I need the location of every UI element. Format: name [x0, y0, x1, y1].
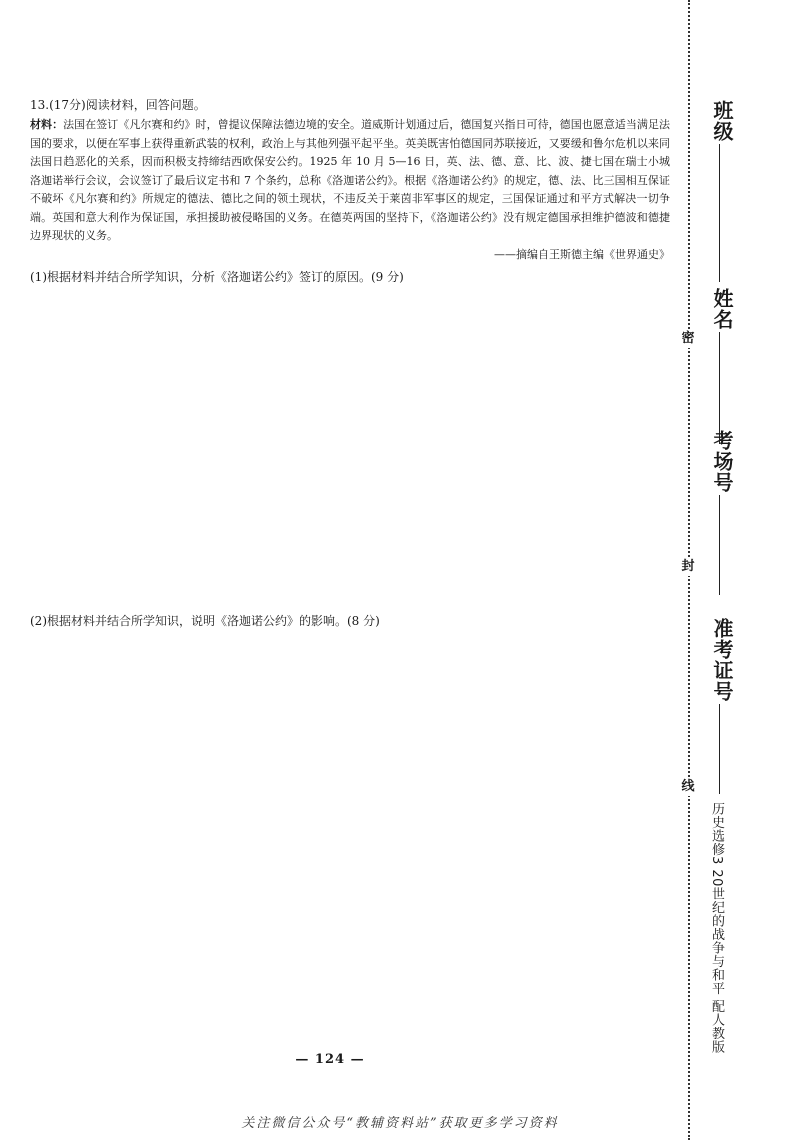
name-blank[interactable] — [719, 332, 720, 444]
material-source: ——摘编自王斯德主编《世界通史》 — [494, 247, 670, 261]
exam-room-label: 考场号 — [710, 430, 734, 493]
class-label: 班级 — [710, 100, 734, 142]
admission-number-field — [708, 618, 732, 794]
material-label: 材料： — [30, 118, 64, 131]
seal-mark-xian: 线 — [679, 778, 697, 796]
question-13 — [30, 96, 670, 264]
class-blank[interactable] — [719, 144, 720, 282]
question-heading: 13.(17分)阅读材料，回答问题。 — [30, 98, 206, 112]
exam-room-blank[interactable] — [719, 495, 720, 595]
sub-question-1: (1)根据材料并结合所学知识，分析《洛迦诺公约》签订的原因。(9 分) — [30, 270, 404, 284]
name-field — [708, 288, 732, 444]
seal-mark-feng: 封 — [679, 558, 697, 576]
seal-mark-mi: 密 — [679, 330, 697, 348]
admission-number-blank[interactable] — [719, 704, 720, 794]
page-number: — 124 — — [295, 1052, 365, 1067]
sub-question-2: (2)根据材料并结合所学知识，说明《洛迦诺公约》的影响。(8 分) — [30, 614, 380, 628]
material-text: 法国在签订《凡尔赛和约》时，曾提议保障法德边境的安全。道威斯计划通过后，德国复兴指日可待，德国也愿意适当满足法国的要求，以便在军事上获得重新武装的权利，政治上与其他列强平起平坐。英美既害怕德国同苏联接近，又要缓和鲁尔危机以来同法国日趋恶化的关系，因而积极支持缔结西欧保安公约。1925 年 10 月 5—16 日，英、法、德、意、比、波、捷七国在瑞士小城洛迦诺举行会议，会议签订了最后议定书和 7 个条约，总称《洛迦诺公约》。根据《洛迦诺公约》的规定，德、法、比三国相互保证不破坏《凡尔赛和约》所规定的德法、德比之间的领土现状，不违反关于莱茵非军事区的规定，三国保证通过和平方式解决一切争端。英国和意大利作为保证国，承担援助被侵略国的义务。在德英两国的坚持下，《洛迦诺公约》没有规定德国承担维护德波和德捷边界现状的义务。 — [30, 118, 670, 242]
name-label: 姓名 — [710, 288, 734, 330]
exam-room-field — [708, 430, 732, 595]
class-field — [708, 100, 732, 282]
admission-number-label: 准考证号 — [710, 618, 734, 702]
material-passage — [30, 116, 670, 246]
footer-note: 关注微信公众号“教辅资料站”获取更多学习资料 — [241, 1116, 559, 1131]
book-caption: 历史选修3 20世纪的战争与和平 配人教版 — [709, 802, 724, 1054]
